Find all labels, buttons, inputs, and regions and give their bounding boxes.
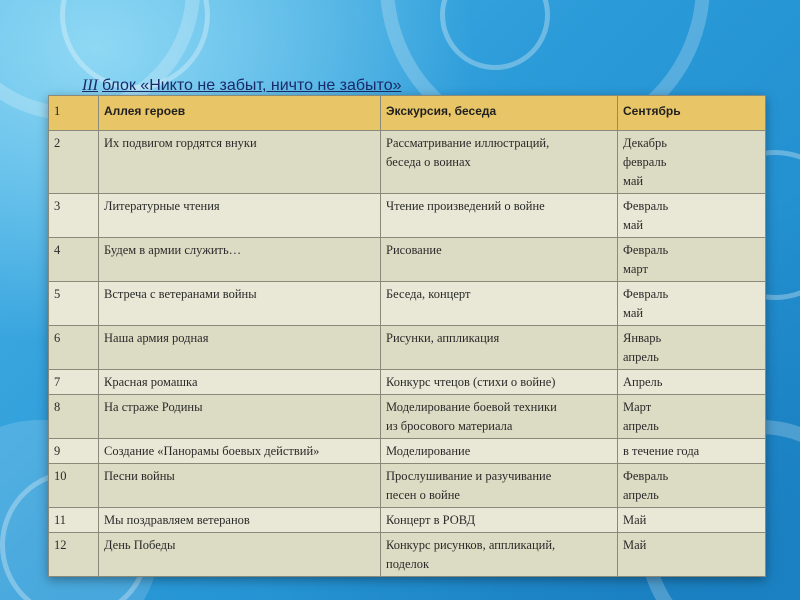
- event-theme-text: Красная ромашка: [104, 375, 198, 389]
- event-period-line: Февраль: [623, 243, 669, 257]
- event-activity-line: Конкурс рисунков, аппликаций,: [386, 538, 556, 552]
- event-period-line: Март: [623, 400, 652, 414]
- table-row: [49, 370, 766, 395]
- table-row: [49, 131, 766, 194]
- event-period: [618, 238, 766, 282]
- event-activity-line: Рисование: [386, 243, 442, 257]
- event-period-line: Май: [623, 513, 647, 527]
- event-period: [618, 326, 766, 370]
- table-row: [49, 238, 766, 282]
- row-number-text: 2: [54, 136, 61, 150]
- table-row: [49, 508, 766, 533]
- event-activity: [381, 439, 618, 464]
- event-theme-text: Встреча с ветеранами войны: [104, 287, 257, 301]
- event-theme: [99, 194, 381, 238]
- event-period: [618, 395, 766, 439]
- event-theme: [99, 464, 381, 508]
- table-row: [49, 194, 766, 238]
- event-theme-text: Наша армия родная: [104, 331, 209, 345]
- event-activity-line: Моделирование: [386, 444, 471, 458]
- block-title: блок «Никто не забыт, ничто не забыто»: [101, 77, 402, 94]
- event-activity-line: Рассматривание иллюстраций,: [386, 136, 550, 150]
- event-activity-line: Конкурс чтецов (стихи о войне): [386, 375, 556, 389]
- event-period-line: май: [623, 174, 644, 188]
- row-number: [49, 96, 99, 131]
- event-period-line: Май: [623, 538, 647, 552]
- event-theme-text: Мы поздравляем ветеранов: [104, 513, 250, 527]
- table-row: [49, 464, 766, 508]
- event-period: [618, 194, 766, 238]
- row-number-text: 10: [54, 469, 67, 483]
- table-row: [49, 282, 766, 326]
- event-theme: [99, 282, 381, 326]
- row-number: [49, 533, 99, 577]
- event-period-line: в течение года: [623, 444, 700, 458]
- events-table-body: [49, 96, 766, 577]
- row-number-text: 9: [54, 444, 61, 458]
- event-theme: [99, 238, 381, 282]
- row-number-text: 11: [54, 513, 67, 527]
- row-number: [49, 395, 99, 439]
- event-period: [618, 439, 766, 464]
- row-number-text: 3: [54, 199, 61, 213]
- row-number: [49, 131, 99, 194]
- row-number: [49, 370, 99, 395]
- event-theme-text: Аллея героев: [104, 104, 186, 118]
- row-number: [49, 464, 99, 508]
- event-theme: [99, 439, 381, 464]
- event-activity: [381, 238, 618, 282]
- event-activity-line: Экскурсия, беседа: [386, 104, 497, 118]
- event-activity-line: Рисунки, аппликация: [386, 331, 500, 345]
- event-activity-line: Прослушивание и разучивание: [386, 469, 552, 483]
- event-period-line: май: [623, 306, 644, 320]
- event-period-line: Апрель: [623, 375, 663, 389]
- event-theme: [99, 326, 381, 370]
- event-activity-line: поделок: [386, 557, 430, 571]
- event-period: [618, 533, 766, 577]
- table-row: [49, 533, 766, 577]
- event-activity: [381, 533, 618, 577]
- event-theme-text: На страже Родины: [104, 400, 203, 414]
- event-theme-text: Песни войны: [104, 469, 175, 483]
- event-period-line: апрель: [623, 419, 659, 433]
- row-number: [49, 282, 99, 326]
- event-period: [618, 96, 766, 131]
- event-period-line: апрель: [623, 488, 659, 502]
- event-period-line: март: [623, 262, 648, 276]
- event-activity-line: Чтение произведений о войне: [386, 199, 545, 213]
- event-period-line: Январь: [623, 331, 662, 345]
- event-period: [618, 131, 766, 194]
- table-row: [49, 439, 766, 464]
- row-number: [49, 238, 99, 282]
- event-period-line: февраль: [623, 155, 667, 169]
- event-period-line: Декабрь: [623, 136, 667, 150]
- event-theme-text: День Победы: [104, 538, 176, 552]
- event-activity: [381, 370, 618, 395]
- event-activity: [381, 395, 618, 439]
- event-period: [618, 370, 766, 395]
- event-activity-line: беседа о воинах: [386, 155, 471, 169]
- row-number: [49, 439, 99, 464]
- event-period-line: апрель: [623, 350, 659, 364]
- event-period-line: Сентябрь: [623, 104, 681, 118]
- table-row: [49, 96, 766, 131]
- row-number-text: 5: [54, 287, 61, 301]
- table-row: [49, 395, 766, 439]
- event-activity: [381, 96, 618, 131]
- event-period: [618, 508, 766, 533]
- event-theme: [99, 508, 381, 533]
- event-activity: [381, 508, 618, 533]
- event-theme-text: Литературные чтения: [104, 199, 220, 213]
- event-period: [618, 282, 766, 326]
- event-activity-line: из бросового материала: [386, 419, 513, 433]
- event-theme-text: Их подвигом гордятся внуки: [104, 136, 257, 150]
- event-activity-line: Концерт в РОВД: [386, 513, 476, 527]
- slide-title: [82, 76, 402, 96]
- row-number: [49, 508, 99, 533]
- event-theme: [99, 533, 381, 577]
- event-theme-text: Будем в армии служить…: [104, 243, 242, 257]
- row-number-text: 4: [54, 243, 61, 257]
- event-theme: [99, 370, 381, 395]
- event-activity: [381, 194, 618, 238]
- block-number: III: [82, 77, 98, 94]
- event-activity: [381, 131, 618, 194]
- event-period-line: Февраль: [623, 199, 669, 213]
- event-activity: [381, 464, 618, 508]
- event-theme-text: Создание «Панорамы боевых действий»: [104, 444, 320, 458]
- event-activity-line: песен о войне: [386, 488, 460, 502]
- event-theme: [99, 96, 381, 131]
- row-number: [49, 194, 99, 238]
- event-period: [618, 464, 766, 508]
- row-number-text: 1: [54, 104, 61, 118]
- row-number-text: 7: [54, 375, 61, 389]
- events-table: [48, 95, 766, 577]
- event-theme: [99, 395, 381, 439]
- event-period-line: май: [623, 218, 644, 232]
- row-number: [49, 326, 99, 370]
- table-row: [49, 326, 766, 370]
- event-activity-line: Моделирование боевой техники: [386, 400, 557, 414]
- event-period-line: Февраль: [623, 287, 669, 301]
- event-activity-line: Беседа, концерт: [386, 287, 471, 301]
- event-activity: [381, 282, 618, 326]
- row-number-text: 8: [54, 400, 61, 414]
- event-period-line: Февраль: [623, 469, 669, 483]
- row-number-text: 12: [54, 538, 67, 552]
- event-activity: [381, 326, 618, 370]
- row-number-text: 6: [54, 331, 61, 345]
- event-theme: [99, 131, 381, 194]
